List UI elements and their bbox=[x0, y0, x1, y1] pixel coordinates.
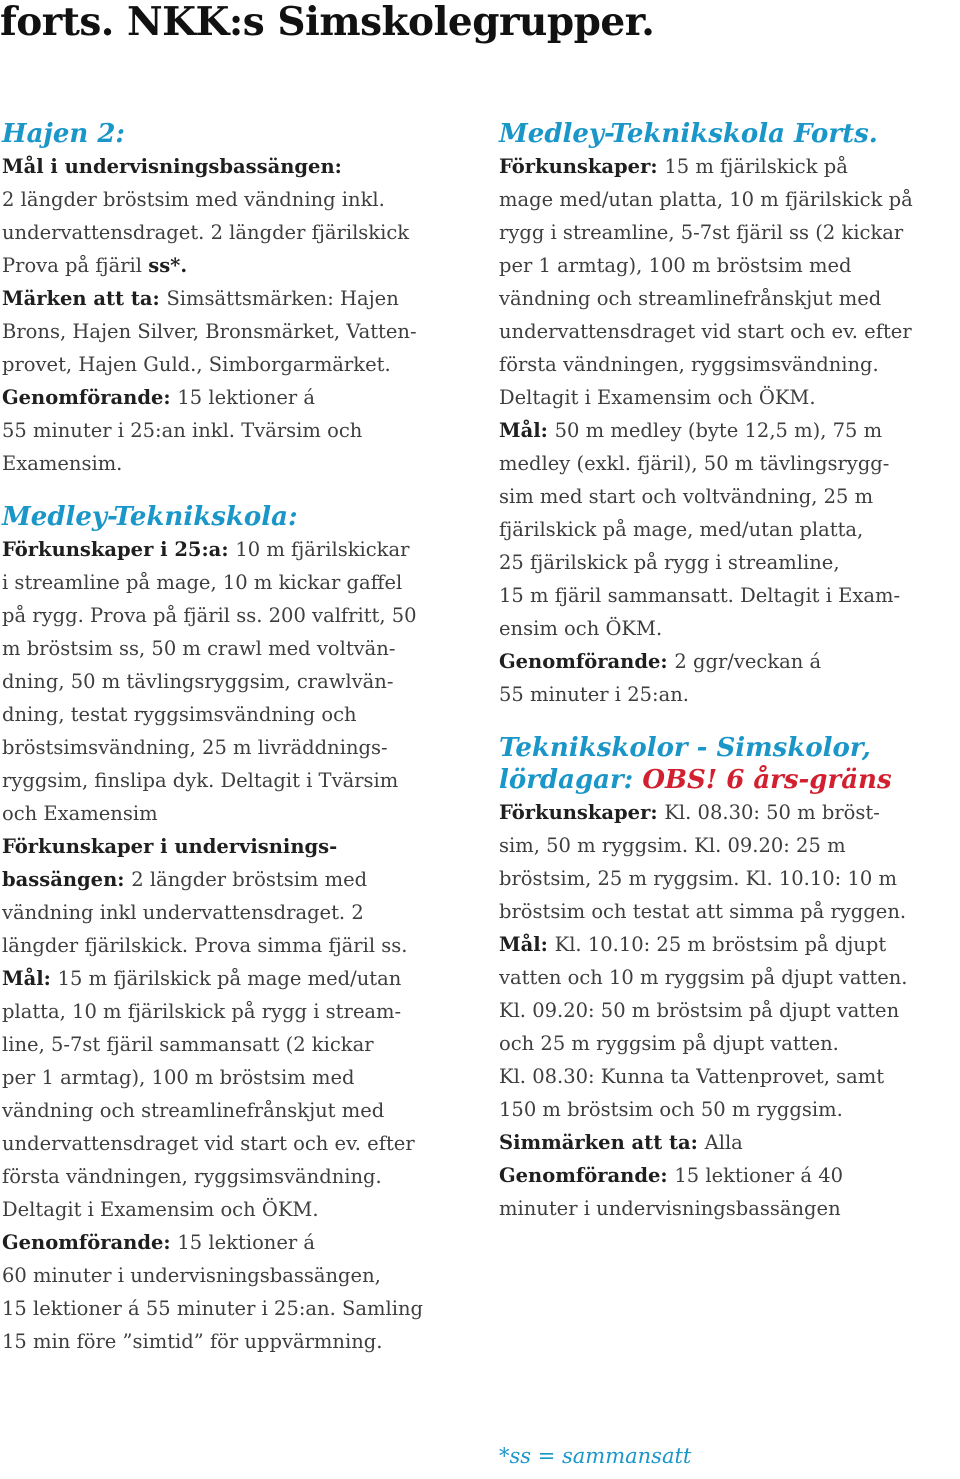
text-run: sim, 50 m ryggsim. Kl. 09.20: 25 m bbox=[499, 834, 846, 857]
text-run: 15 lektioner á bbox=[177, 386, 316, 409]
body-line bbox=[499, 150, 959, 183]
text-run: ensim och ÖKM. bbox=[499, 617, 663, 640]
text-run: 60 minuter i undervisningsbassängen, bbox=[2, 1264, 381, 1287]
body-line bbox=[2, 995, 472, 1028]
body-line bbox=[499, 1159, 959, 1192]
section-heading: Medley-Teknikskola Forts. bbox=[499, 119, 878, 149]
body-line bbox=[2, 414, 472, 447]
text-run: bröstsim och testat att simma på ryggen. bbox=[499, 900, 907, 923]
body-line bbox=[499, 961, 959, 994]
text-run: undervattensdraget. 2 längder fjärilskick bbox=[2, 221, 410, 244]
bold-label: Märken att ta: bbox=[2, 287, 167, 310]
body-line bbox=[2, 1061, 472, 1094]
text-run: 150 m bröstsim och 50 m ryggsim. bbox=[499, 1098, 843, 1121]
text-run: line, 5-7st fjäril sammansatt (2 kickar bbox=[2, 1033, 374, 1056]
body-line bbox=[499, 1093, 959, 1126]
body-line bbox=[2, 249, 472, 282]
text-run: vändning och streamlinefrånskjut med bbox=[2, 1099, 385, 1122]
text-run: fjärilskick på mage, med/utan platta, bbox=[499, 518, 864, 541]
body-line bbox=[2, 764, 472, 797]
body-line bbox=[499, 315, 959, 348]
text-run: Prova på fjäril bbox=[2, 254, 149, 277]
body-line bbox=[2, 863, 472, 896]
body-line bbox=[2, 533, 472, 566]
text-run: bröstsimsvändning, 25 m livräddnings- bbox=[2, 736, 388, 759]
body-line bbox=[499, 183, 959, 216]
text-run: Deltagit i Examensim och ÖKM. bbox=[2, 1198, 319, 1221]
text-run: 2 ggr/veckan á bbox=[674, 650, 822, 673]
text-run: per 1 armtag), 100 m bröstsim med bbox=[499, 254, 852, 277]
body-line bbox=[499, 579, 959, 612]
section-heading bbox=[499, 764, 959, 796]
text-run: rygg i streamline, 5-7st fjäril ss (2 kickar bbox=[499, 221, 904, 244]
body-line bbox=[499, 994, 959, 1027]
text-run: Brons, Hajen Silver, Bronsmärket, Vatten- bbox=[2, 320, 417, 343]
body-line bbox=[499, 480, 959, 513]
body-line bbox=[2, 1127, 472, 1160]
text-run: vändning och streamlinefrånskjut med bbox=[499, 287, 882, 310]
body-line bbox=[2, 830, 472, 863]
body-line bbox=[499, 216, 959, 249]
text-run: 15 min före ”simtid” för uppvärmning. bbox=[2, 1330, 383, 1353]
section bbox=[499, 732, 959, 1225]
body-line bbox=[2, 183, 472, 216]
bold-label: Förkunskaper: bbox=[499, 155, 665, 178]
text-run: i streamline på mage, 10 m kickar gaffel bbox=[2, 571, 403, 594]
body-line bbox=[2, 1094, 472, 1127]
text-run: 15 lektioner á bbox=[177, 1231, 316, 1254]
body-line bbox=[499, 1126, 959, 1159]
body-line bbox=[2, 282, 472, 315]
bold-label: Mål: bbox=[499, 933, 555, 956]
body-line bbox=[2, 698, 472, 731]
text-run: längder fjärilskick. Prova simma fjäril ss. bbox=[2, 934, 408, 957]
text-run: 2 längder bröstsim med vändning inkl. bbox=[2, 188, 385, 211]
text-run: 2 längder bröstsim med bbox=[131, 868, 368, 891]
bold-label: Mål: bbox=[499, 419, 555, 442]
body-line bbox=[499, 796, 959, 829]
text-run: Teknikskolor - Simskolor, bbox=[499, 733, 871, 763]
bold-label: Förkunskaper: bbox=[499, 801, 665, 824]
text-run: Deltagit i Examensim och ÖKM. bbox=[499, 386, 816, 409]
body-line bbox=[499, 414, 959, 447]
right-column bbox=[499, 118, 959, 1246]
body-line bbox=[2, 1160, 472, 1193]
text-run: sim med start och voltvändning, 25 m bbox=[499, 485, 874, 508]
body-line bbox=[2, 665, 472, 698]
text-run: undervattensdraget vid start och ev. efter bbox=[499, 320, 912, 343]
body-line bbox=[2, 381, 472, 414]
text-run: lördagar: bbox=[499, 765, 643, 795]
text-run: mage med/utan platta, 10 m fjärilskick på bbox=[499, 188, 913, 211]
section-heading bbox=[499, 732, 959, 764]
text-run: 15 lektioner á 40 bbox=[674, 1164, 844, 1187]
bold-label: Genomförande: bbox=[499, 1164, 675, 1187]
footnote: *ss = sammansatt bbox=[499, 1444, 692, 1468]
bold-label: Genomförande: bbox=[499, 650, 675, 673]
body-line bbox=[2, 1292, 472, 1325]
body-line bbox=[499, 249, 959, 282]
body-line bbox=[499, 895, 959, 928]
body-line bbox=[2, 929, 472, 962]
section-heading: Medley-Teknikskola: bbox=[2, 502, 298, 532]
bold-label: Förkunskaper i 25:a: bbox=[2, 538, 236, 561]
text-run: Kl. 08.30: Kunna ta Vattenprovet, samt bbox=[499, 1065, 885, 1088]
body-line bbox=[2, 599, 472, 632]
section-heading: Hajen 2: bbox=[2, 119, 126, 149]
text-run: vändning inkl undervattensdraget. 2 bbox=[2, 901, 364, 924]
body-line bbox=[2, 1226, 472, 1259]
text-run: per 1 armtag), 100 m bröstsim med bbox=[2, 1066, 355, 1089]
body-line bbox=[499, 348, 959, 381]
body-line bbox=[499, 1060, 959, 1093]
text-run: 15 m fjärilskick på bbox=[664, 155, 848, 178]
text-run: 15 m fjärilskick på mage med/utan bbox=[57, 967, 402, 990]
body-line bbox=[2, 1193, 472, 1226]
section bbox=[499, 118, 959, 711]
bold-label: Simmärken att ta: bbox=[499, 1131, 705, 1154]
bold-label: Förkunskaper i undervisnings- bbox=[2, 835, 338, 858]
section bbox=[2, 118, 472, 480]
text-run: 55 minuter i 25:an. bbox=[499, 683, 689, 706]
text-run: och 25 m ryggsim på djupt vatten. bbox=[499, 1032, 839, 1055]
text-run: och Examensim bbox=[2, 802, 158, 825]
text-run: platta, 10 m fjärilskick på rygg i stream- bbox=[2, 1000, 402, 1023]
text-run: dning, testat ryggsimsvändning och bbox=[2, 703, 357, 726]
text-run: Kl. 08.30: 50 m bröst- bbox=[664, 801, 880, 824]
text-run: första vändningen, ryggsimsvändning. bbox=[499, 353, 879, 376]
text-run: bröstsim, 25 m ryggsim. Kl. 10.10: 10 m bbox=[499, 867, 897, 890]
body-line bbox=[2, 731, 472, 764]
body-line bbox=[499, 513, 959, 546]
section bbox=[2, 501, 472, 1358]
text-run: 25 fjärilskick på rygg i streamline, bbox=[499, 551, 840, 574]
text-run: 15 lektioner á 55 minuter i 25:an. Samling bbox=[2, 1297, 424, 1320]
bold-label: Genomförande: bbox=[2, 386, 178, 409]
text-run: m bröstsim ss, 50 m crawl med voltvän- bbox=[2, 637, 396, 660]
body-line bbox=[2, 447, 472, 480]
text-run: undervattensdraget vid start och ev. efter bbox=[2, 1132, 415, 1155]
body-line bbox=[2, 348, 472, 381]
bold-label: Genomförande: bbox=[2, 1231, 178, 1254]
body-line bbox=[2, 216, 472, 249]
bold-label: Mål: bbox=[2, 967, 58, 990]
page-title: forts. NKK:s Simskolegrupper. bbox=[0, 0, 655, 45]
warning-text: OBS! 6 års-gräns bbox=[642, 765, 892, 795]
bold-label: Mål i undervisningsbassängen: bbox=[2, 155, 342, 178]
text-run: 15 m fjäril sammansatt. Deltagit i Exam- bbox=[499, 584, 901, 607]
body-line bbox=[499, 546, 959, 579]
body-line bbox=[2, 315, 472, 348]
text-run: ryggsim, finslipa dyk. Deltagit i Tvärsim bbox=[2, 769, 399, 792]
body-line bbox=[2, 150, 472, 183]
bold-label: ss*. bbox=[148, 254, 188, 277]
body-line bbox=[2, 962, 472, 995]
body-line bbox=[499, 447, 959, 480]
bold-label: bassängen: bbox=[2, 868, 132, 891]
body-line bbox=[499, 612, 959, 645]
body-line bbox=[499, 862, 959, 895]
text-run: på rygg. Prova på fjäril ss. 200 valfritt, 50 bbox=[2, 604, 417, 627]
body-line bbox=[2, 1325, 472, 1358]
body-line bbox=[499, 1027, 959, 1060]
body-line bbox=[499, 1192, 959, 1225]
body-line bbox=[499, 928, 959, 961]
text-run: Kl. 09.20: 50 m bröstsim på djupt vatten bbox=[499, 999, 900, 1022]
left-column bbox=[2, 118, 472, 1379]
body-line bbox=[499, 678, 959, 711]
text-run: första vändningen, ryggsimsvändning. bbox=[2, 1165, 382, 1188]
text-run: vatten och 10 m ryggsim på djupt vatten. bbox=[499, 966, 908, 989]
text-run: Examensim. bbox=[2, 452, 123, 475]
text-run: Simsättsmärken: Hajen bbox=[166, 287, 399, 310]
text-run: minuter i undervisningsbassängen bbox=[499, 1197, 841, 1220]
text-run: dning, 50 m tävlingsryggsim, crawlvän- bbox=[2, 670, 394, 693]
text-run: provet, Hajen Guld., Simborgarmärket. bbox=[2, 353, 391, 376]
text-run: 10 m fjärilskickar bbox=[235, 538, 410, 561]
body-line bbox=[2, 632, 472, 665]
body-line bbox=[2, 896, 472, 929]
text-run: 50 m medley (byte 12,5 m), 75 m bbox=[554, 419, 883, 442]
text-run: Alla bbox=[704, 1131, 743, 1154]
text-run: 55 minuter i 25:an inkl. Tvärsim och bbox=[2, 419, 363, 442]
body-line bbox=[2, 566, 472, 599]
body-line bbox=[499, 381, 959, 414]
body-line bbox=[2, 1259, 472, 1292]
body-line bbox=[499, 829, 959, 862]
text-run: medley (exkl. fjäril), 50 m tävlingsrygg- bbox=[499, 452, 890, 475]
body-line bbox=[2, 1028, 472, 1061]
text-run: Kl. 10.10: 25 m bröstsim på djupt bbox=[554, 933, 887, 956]
body-line bbox=[499, 282, 959, 315]
body-line bbox=[499, 645, 959, 678]
body-line bbox=[2, 797, 472, 830]
